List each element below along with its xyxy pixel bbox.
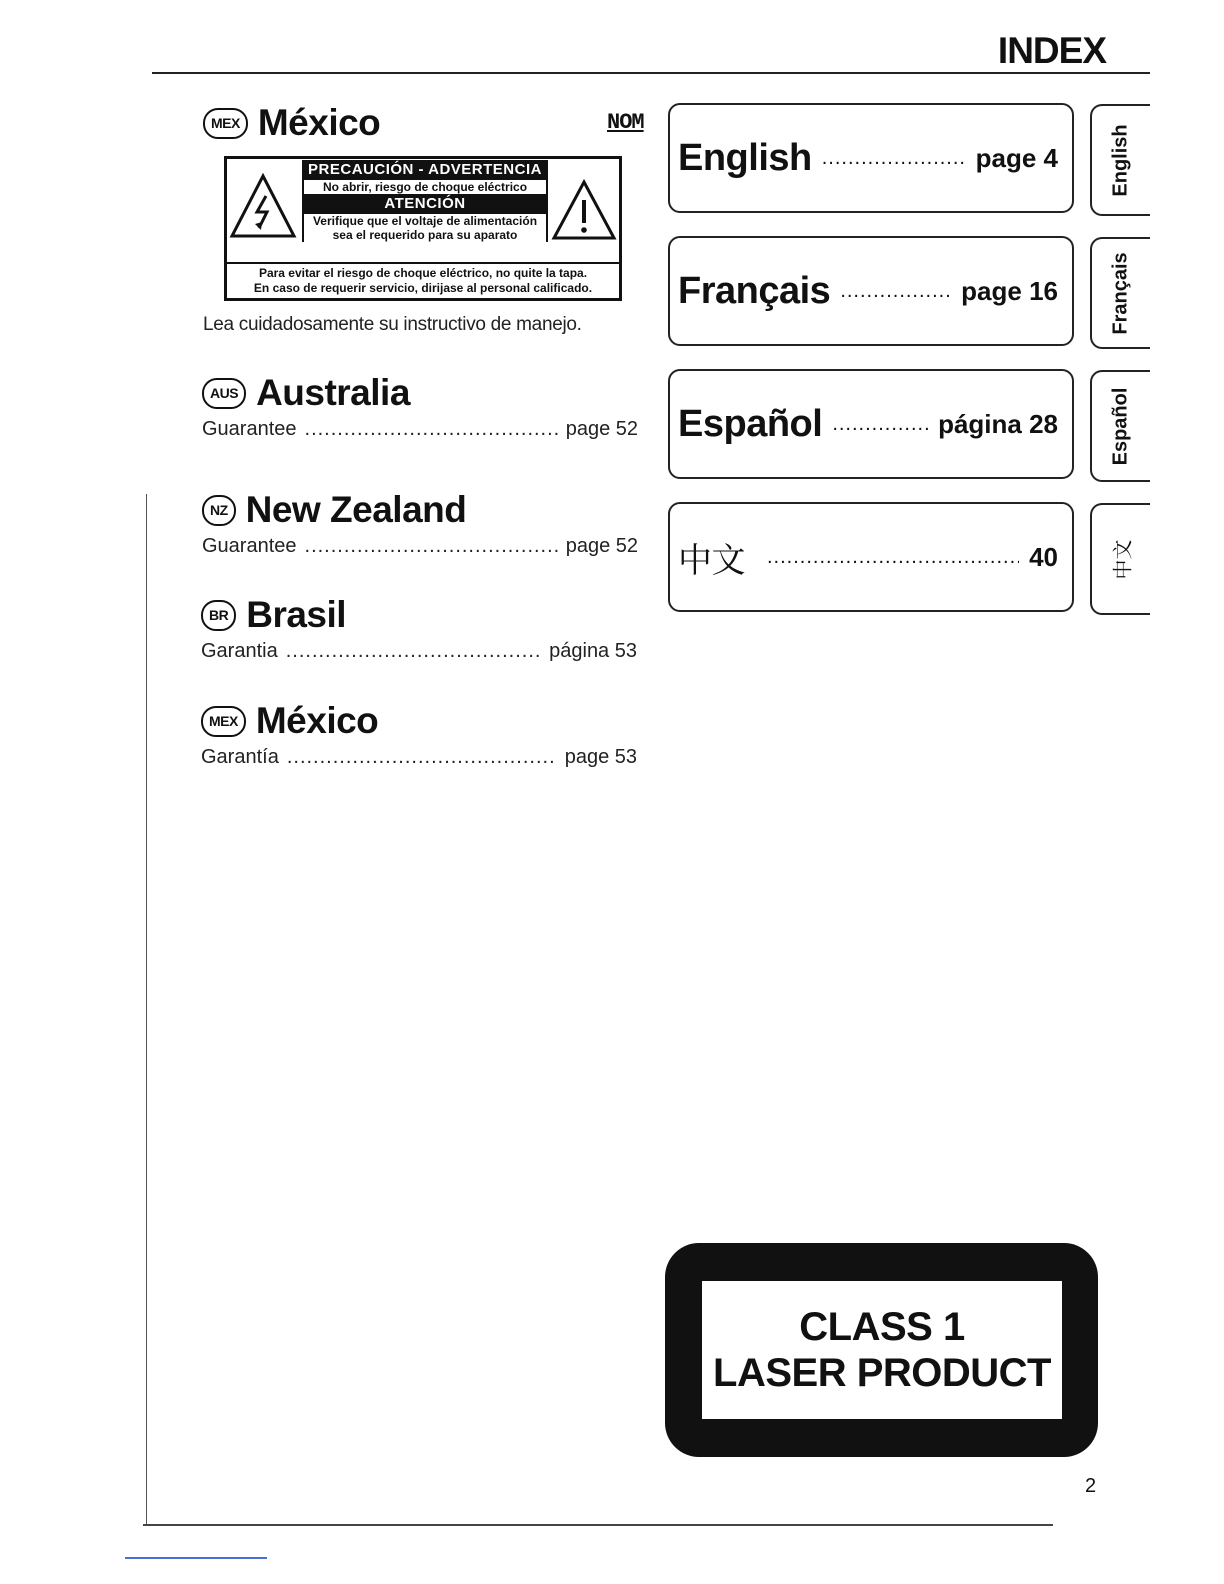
margin-line <box>146 494 147 1524</box>
entry-label: Guarantee <box>202 418 297 440</box>
dot-leader <box>767 546 1019 569</box>
warning-label-footer <box>227 262 619 296</box>
entry-page: page 52 <box>565 535 638 557</box>
entry-label: Guarantee <box>202 535 297 557</box>
tab-francais[interactable] <box>1090 237 1150 349</box>
index-title: INDEX <box>997 30 1106 71</box>
laser-label <box>702 1281 1062 1419</box>
laser-class-text: CLASS 1 <box>799 1305 965 1349</box>
mex-country-badge: MEX <box>203 108 248 139</box>
tab-label: 中文 <box>1110 539 1135 579</box>
warning-line-voltage-2: sea el requerido para su aparato <box>302 228 548 242</box>
laser-product-text: LASER PRODUCT <box>713 1351 1051 1395</box>
dot-leader <box>286 640 541 663</box>
nz-country-badge: NZ <box>202 495 236 526</box>
entry-label: Garantia <box>201 640 278 662</box>
warning-bar-precaution: PRECAUCIÓN - ADVERTENCIA <box>302 160 548 180</box>
manual-read-note: Lea cuidadosamente su instructivo de manejo. <box>203 314 582 335</box>
dot-leader <box>832 413 928 436</box>
dot-leader <box>305 535 558 558</box>
language-page: página 28 <box>938 408 1058 439</box>
language-page: page 4 <box>975 142 1058 173</box>
language-card-chinese[interactable] <box>668 502 1074 612</box>
mex-country-badge: MEX <box>201 706 246 737</box>
language-page: page 16 <box>961 275 1058 306</box>
electric-shock-warning-icon <box>228 172 298 240</box>
caution-exclamation-icon <box>550 178 618 242</box>
country-name: New Zealand <box>245 489 467 530</box>
footer-rule <box>143 1524 1053 1526</box>
warning-footer-line-1: Para evitar el riesgo de choque eléctrico, no quite la tapa. <box>258 266 588 280</box>
language-card-espanol[interactable] <box>668 369 1074 479</box>
br-country-badge: BR <box>201 600 236 631</box>
country-name: Australia <box>256 372 410 413</box>
language-name: Español <box>678 402 823 445</box>
guarantee-entry[interactable] <box>201 640 637 663</box>
country-section-mexico <box>201 700 637 769</box>
dot-leader <box>840 280 951 303</box>
tab-label: Español <box>1109 387 1132 465</box>
warning-label-text <box>302 160 548 242</box>
warning-footer-line-2: En caso de requerir servicio, dirijase al personal calificado. <box>253 281 593 295</box>
country-section-new-zealand <box>202 489 638 558</box>
language-name: 中文 <box>678 540 745 581</box>
country-name: Brasil <box>246 594 347 635</box>
guarantee-entry[interactable] <box>201 746 637 769</box>
scan-edge-line <box>125 1557 267 1559</box>
dot-leader <box>305 418 558 441</box>
language-card-francais[interactable] <box>668 236 1074 346</box>
tab-espanol[interactable] <box>1090 370 1150 482</box>
tab-label: Français <box>1109 251 1132 335</box>
language-name: English <box>678 136 812 179</box>
tab-english[interactable] <box>1090 104 1150 216</box>
entry-page: page 52 <box>565 418 638 440</box>
warning-bar-attention: ATENCIÓN <box>302 194 548 214</box>
dot-leader <box>287 746 557 769</box>
language-page: 40 <box>1029 541 1058 572</box>
country-section-australia <box>202 372 638 441</box>
language-card-english[interactable] <box>668 103 1074 213</box>
country-name: México <box>255 700 379 741</box>
entry-label: Garantía <box>201 746 279 768</box>
entry-page: page 53 <box>564 746 637 768</box>
entry-page: página 53 <box>549 640 637 662</box>
tab-chinese[interactable] <box>1090 503 1150 615</box>
aus-country-badge: AUS <box>202 378 246 409</box>
warning-line-voltage: Verifique que el voltaje de alimentación <box>302 214 548 228</box>
tab-label: English <box>1109 123 1132 197</box>
guarantee-entry[interactable] <box>202 535 638 558</box>
dot-leader <box>822 147 966 170</box>
guarantee-entry[interactable] <box>202 418 638 441</box>
warning-line-shock: No abrir, riesgo de choque eléctrico <box>302 180 548 194</box>
page-number: 2 <box>1085 1475 1097 1497</box>
language-name: Français <box>678 269 831 312</box>
mexico-notice-title: México <box>257 102 381 143</box>
header-rule <box>152 72 1150 74</box>
country-section-brasil <box>201 594 637 663</box>
mexico-notice-heading <box>203 102 380 144</box>
nom-mark: NOM <box>607 110 644 135</box>
